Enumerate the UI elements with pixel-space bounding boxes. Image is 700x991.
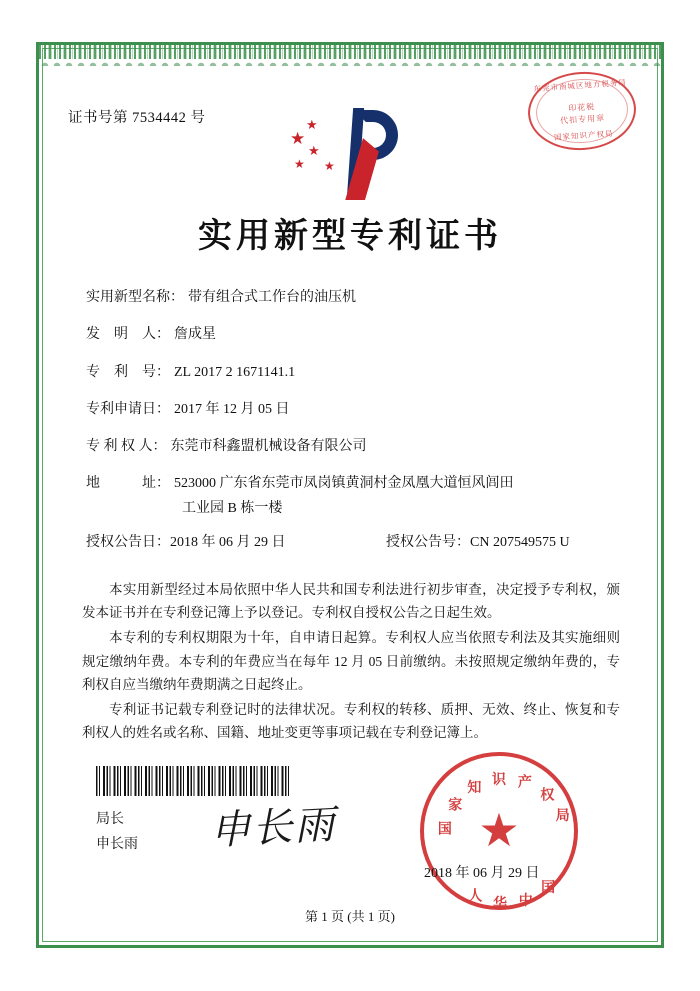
barcode (96, 766, 292, 796)
field-label: 专利申请日： (86, 401, 170, 417)
star-icon: ★ (324, 159, 335, 173)
announcement-number-group (386, 533, 616, 553)
field-value: CN 207549575 U (470, 534, 570, 550)
field-row-name (86, 288, 616, 308)
seal-arc-top-text: 东莞市南城区地方税务局 (533, 77, 628, 94)
official-seal (420, 752, 578, 913)
field-value: 带有组合式工作台的油压机 (188, 290, 356, 305)
field-label: 专 利 号： (86, 364, 170, 380)
field-row-patentee (86, 437, 616, 457)
certificate-number: 证书号第 7534442 号 (68, 110, 206, 126)
field-value: 詹成星 (174, 327, 216, 343)
star-icon: ★ (308, 143, 320, 158)
field-row-announcement (86, 533, 616, 553)
field-label: 实用新型名称： (86, 290, 184, 305)
field-label: 地 址： (86, 476, 170, 492)
field-row-address (86, 474, 616, 516)
announcement-date-group (86, 533, 386, 553)
star-icon: ★ (306, 117, 318, 132)
seal-line-1: 印花税 (567, 102, 596, 113)
field-value: 523000 广东省东莞市凤岗镇黄洞村金凤凰大道恒风闾田 (174, 476, 514, 492)
paragraph-3: 专利证书记载专利登记时的法律状况。专利权的转移、质押、无效、终止、恢复和专利权人的姓名或名称、国籍、地址变更等事项记载在专利登记簿上。 (82, 702, 620, 741)
field-label: 授权公告号： (386, 534, 470, 550)
field-value: 东莞市科鑫盟机械设备有限公司 (170, 439, 367, 455)
field-value: 2018 年 06 月 29 日 (170, 534, 286, 550)
page-footer: 第 1 页 (共 1 页) (305, 909, 395, 924)
seal-emblem-icon: ★ (478, 805, 520, 856)
director-name-label: 申长雨 (96, 836, 138, 852)
director-title-label: 局长 (96, 812, 124, 827)
seal-date: 2018 年 06 月 29 日 (424, 866, 540, 881)
field-row-application-date (86, 400, 616, 420)
field-row-inventor (86, 325, 616, 345)
field-value: ZL 2017 2 1671141.1 (174, 364, 296, 380)
seal-ring-text: 国 家 知 识 产 权 局 中 华 人 国 (437, 772, 570, 913)
paragraph-1: 本实用新型经过本局依照中华人民共和国专利法进行初步审查，决定授予专利权，颁发本证书并在专利登记簿上予以登记。专利权自授权公告之日起生效。 (82, 582, 620, 621)
field-value: 2017 年 12 月 05 日 (174, 401, 290, 417)
field-value-continued: 工业园 B 栋一楼 (182, 500, 283, 516)
body-text (82, 578, 620, 747)
signature-block (96, 808, 138, 857)
p-letter-icon (340, 108, 400, 198)
field-row-patent-number (86, 363, 616, 383)
handwritten-signature: 申长雨 (209, 801, 338, 855)
star-icon: ★ (290, 129, 306, 148)
paragraph-2: 本专利的专利权期限为十年，自申请日起算。专利权人应当依照专利法及其实施细则规定缴纳年费。本专利的年费应当在每年 12 月 05 日前缴纳。未按照规定缴纳年费的，专利权自应当缴纳年费期满之日起终止。 (82, 630, 620, 692)
field-label: 发 明 人： (86, 327, 170, 343)
decorative-wave (39, 56, 661, 66)
field-label: 授权公告日： (86, 534, 170, 550)
seal-line-2: 代扣专用章 (559, 113, 606, 126)
cnipa-logo-icon (288, 108, 412, 200)
seal-arc-bottom-text: 国家知识产权局 (553, 128, 614, 143)
field-list (86, 288, 616, 570)
page-title: 实用新型专利证书 (198, 216, 502, 256)
star-icon: ★ (294, 157, 305, 171)
field-label: 专 利 权 人： (86, 439, 167, 455)
